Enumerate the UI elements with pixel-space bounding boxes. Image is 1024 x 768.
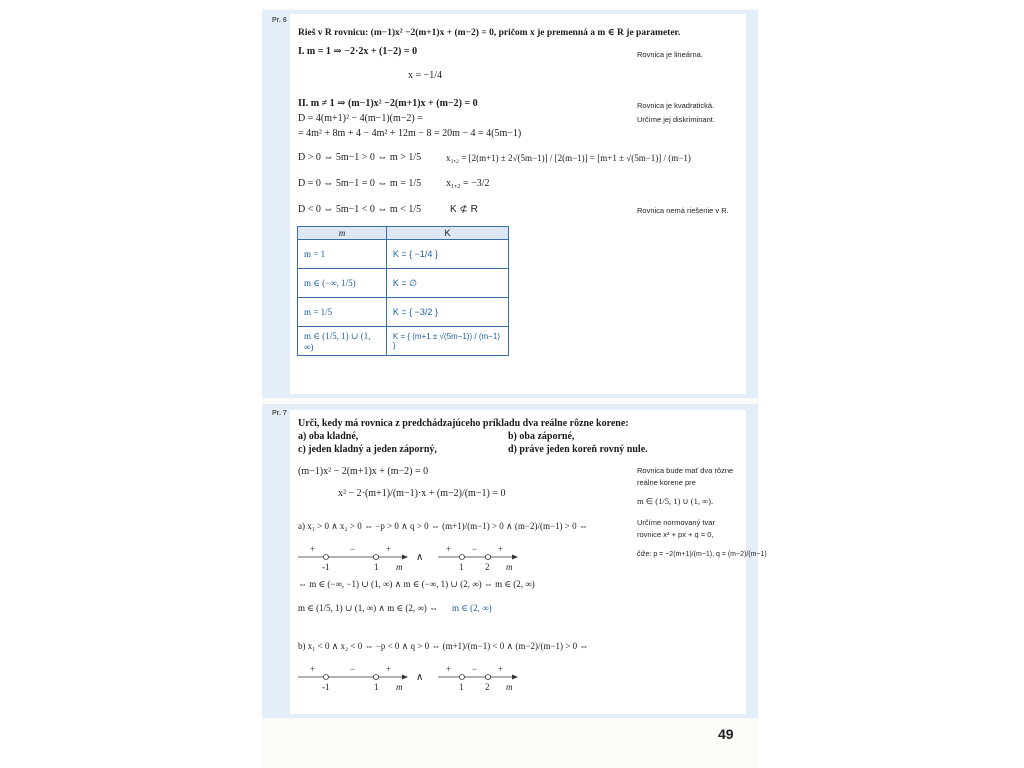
no-solution-note: Rovnica nemá riešenie v R. [637, 206, 729, 215]
table-cell-m: m = 1/5 [298, 298, 387, 327]
option-d: d) práve jeden koreň rovný nule. [508, 444, 648, 455]
table-header-m: m [298, 227, 387, 240]
axis-point [486, 555, 491, 560]
part-a-result-1: ⇔ m ∈ (−∞, −1) ∪ (1, ∞) ∧ m ∈ (−∞, 1) ∪ (2, ∞) ⇔ m ∈ (2, ∞) [298, 579, 535, 589]
number-line-a1 [298, 544, 408, 574]
sign-label: + [310, 544, 316, 554]
sign-label: − [350, 544, 356, 554]
axis-variable: m [506, 562, 513, 572]
solution-table [297, 226, 509, 356]
number-line-a2 [438, 544, 518, 574]
axis-point [324, 555, 329, 560]
discriminant-line-2: = 4m² + 8m + 4 − 4m² + 12m − 8 = 20m − 4 = 4(5m−1) [298, 128, 522, 139]
double-root: x₁,₂ = −3/2 [446, 178, 490, 189]
table-cell-k: K = { −1/4 } [386, 240, 508, 269]
sign-label: − [350, 664, 356, 674]
table-cell-k: K = { (m+1 ± √(5m−1)) / (m−1) } [386, 327, 508, 356]
table-header-k: K [386, 227, 508, 240]
case1-note: Rovnica je lineárna. [637, 50, 703, 59]
table-cell-m: m ∈ (−∞, 1/5) [298, 269, 387, 298]
case1-result: x = −1/4 [408, 70, 443, 81]
axis-point [460, 675, 465, 680]
option-c: c) jeden kladný a jeden záporný, [298, 444, 437, 455]
table-row [298, 298, 509, 327]
sign-label: + [446, 664, 452, 674]
option-b: b) oba záporné, [508, 431, 575, 442]
sign-label: + [386, 664, 392, 674]
tick-label: 1 [374, 562, 379, 572]
example-6-label: Pr. 6 [272, 17, 287, 24]
side-note-4: Určíme normovaný tvar [637, 518, 715, 527]
table-cell-m: m ∈ (1/5, 1) ∪ (1, ∞) [298, 327, 387, 356]
axis-point [324, 675, 329, 680]
axis-point [460, 555, 465, 560]
tick-label: 2 [485, 562, 490, 572]
number-line-b1 [298, 664, 408, 694]
table-row [298, 240, 509, 269]
part-b-condition: b) x₁ < 0 ∧ x₂ < 0 ⇔ −p < 0 ∧ q > 0 ⇔ (m+1)/(m−1) < 0 ∧ (m−2)/(m−1) > 0 ⇔ [298, 641, 589, 651]
and-symbol: ∧ [416, 672, 424, 683]
axis-arrow [402, 675, 408, 680]
table-row [298, 327, 509, 356]
tick-label: 1 [374, 682, 379, 692]
axis-arrow [512, 555, 518, 560]
side-note-1: Rovnica bude mať dva rôzne [637, 466, 734, 475]
side-note-6: čiže: p = −2(m+1)/(m−1), q = (m−2)/(m−1) [637, 551, 767, 558]
case2-note-discriminant: Určíme jej diskriminant. [637, 115, 715, 124]
sign-label: − [472, 664, 478, 674]
equation-normalized: x² − 2·(m+1)/(m−1)·x + (m−2)/(m−1) = 0 [338, 488, 506, 499]
axis-point [374, 555, 379, 560]
option-a: a) oba kladné, [298, 431, 359, 442]
tick-label: 1 [459, 562, 464, 572]
example-7-task: Urči, kedy má rovnica z predchádzajúceho príkladu dva reálne rôzne korene: [298, 418, 629, 429]
case1-head: I. m = 1 ⇒ −2·2x + (1−2) = 0 [298, 46, 418, 57]
axis-variable: m [506, 682, 513, 692]
number-line-b2 [438, 664, 518, 694]
condition-negative: D < 0 ⇔ 5m−1 < 0 ⇔ m < 1/5 [298, 204, 422, 215]
table-cell-m: m = 1 [298, 240, 387, 269]
case2-note-quadratic: Rovnica je kvadratická. [637, 101, 715, 110]
and-symbol: ∧ [416, 552, 424, 563]
tick-label: -1 [322, 682, 330, 692]
part-a-final-answer: m ∈ (2, ∞) [452, 603, 492, 613]
side-note-3: m ∈ (1/5, 1) ∪ (1, ∞). [637, 496, 714, 506]
case2-head: II. m ≠ 1 ⇒ (m−1)x² −2(m+1)x + (m−2) = 0 [298, 98, 478, 109]
sign-label: + [498, 544, 504, 554]
table-header-row [298, 227, 509, 240]
equation-original: (m−1)x² − 2(m+1)x + (m−2) = 0 [298, 466, 429, 477]
side-note-2: reálne korene pre [637, 478, 696, 487]
part-a-condition: a) x₁ > 0 ∧ x₂ > 0 ⇔ −p > 0 ∧ q > 0 ⇔ (m+1)/(m−1) > 0 ∧ (m−2)/(m−1) > 0 ⇔ [298, 521, 588, 531]
axis-arrow [512, 675, 518, 680]
example-7-label: Pr. 7 [272, 410, 287, 417]
page-number: 49 [718, 726, 734, 742]
axis-point [374, 675, 379, 680]
axis-point [486, 675, 491, 680]
table-row [298, 269, 509, 298]
discriminant-line-1: D = 4(m+1)² − 4(m−1)(m−2) = [298, 113, 423, 124]
no-solution-symbol: K ⊄ R [450, 204, 478, 215]
tick-label: 1 [459, 682, 464, 692]
sign-label: + [498, 664, 504, 674]
roots-formula: x₁,₂ = [2(m+1) ± 2√(5m−1)] / [2(m−1)] = [m+1 ± √(5m−1)] / (m−1) [446, 153, 691, 163]
part-a-result-2: m ∈ (1/5, 1) ∪ (1, ∞) ∧ m ∈ (2, ∞) ⇔ [298, 603, 439, 613]
table-cell-k: K = { −3/2 } [386, 298, 508, 327]
tick-label: -1 [322, 562, 330, 572]
table-cell-k: K = ∅ [386, 269, 508, 298]
axis-variable: m [396, 682, 403, 692]
side-note-5: rovnice x² + px + q = 0, [637, 530, 714, 539]
sign-label: + [446, 544, 452, 554]
axis-variable: m [396, 562, 403, 572]
condition-zero: D = 0 ⇔ 5m−1 = 0 ⇔ m = 1/5 [298, 178, 422, 189]
condition-positive: D > 0 ⇔ 5m−1 > 0 ⇔ m > 1/5 [298, 152, 422, 163]
sign-label: + [310, 664, 316, 674]
sign-label: + [386, 544, 392, 554]
sign-label: − [472, 544, 478, 554]
axis-arrow [402, 555, 408, 560]
tick-label: 2 [485, 682, 490, 692]
example-6-task: Rieš v R rovnicu: (m−1)x² −2(m+1)x + (m−2) = 0, pričom x je premenná a m ∈ R je parameter. [298, 28, 681, 38]
